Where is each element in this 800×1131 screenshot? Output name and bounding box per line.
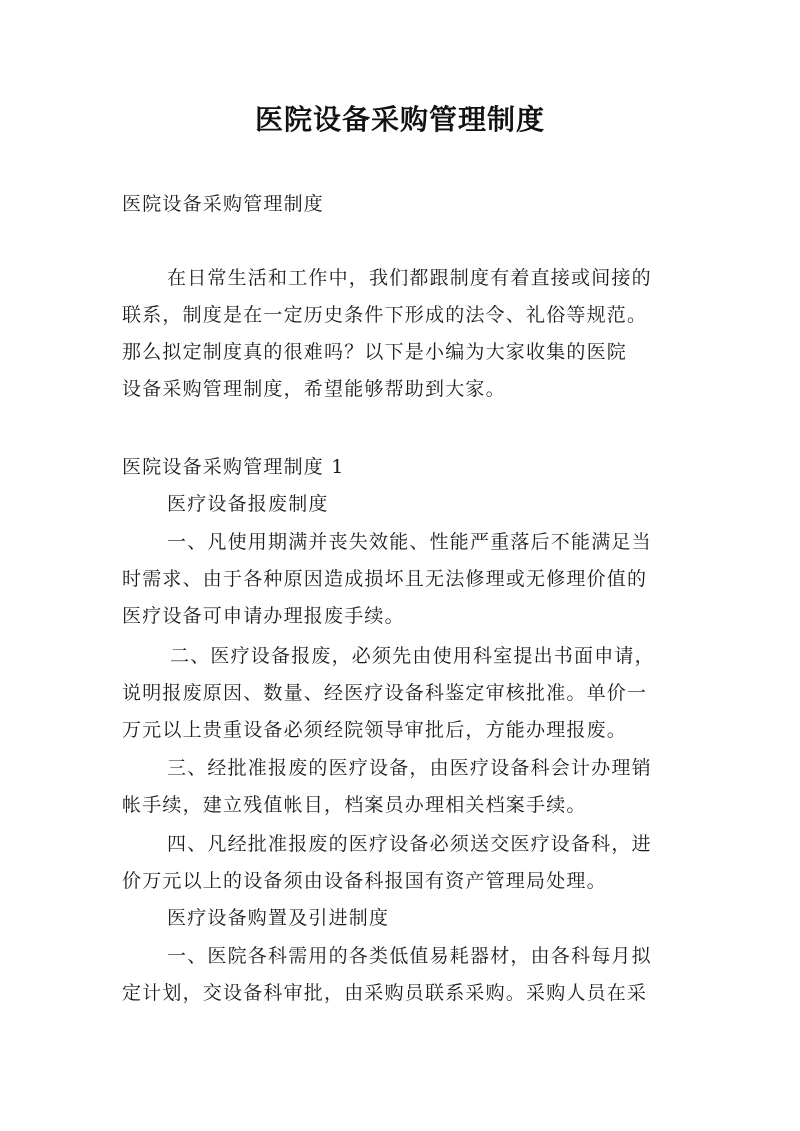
intro-line: 设备采购管理制度，希望能够帮助到大家。 xyxy=(122,378,506,400)
paragraph-line: 万元以上贵重设备必须经院领导审批后，方能办理报废。 xyxy=(122,719,628,741)
document-subtitle xyxy=(122,186,698,223)
paragraph-line: 二、医疗设备报废，必须先由使用科室提出书面申请， xyxy=(170,645,655,667)
paragraph-line: 四、凡经批准报废的医疗设备必须送交医疗设备科，进 xyxy=(167,833,652,855)
paragraph-line: 三、经批准报废的医疗设备，由医疗设备科会计办理销 xyxy=(167,757,652,779)
paragraph-line: 医疗设备可申请办理报废手续。 xyxy=(122,605,405,627)
scrap-item-1 xyxy=(122,524,698,635)
intro-line: 那么拟定制度真的很难吗？以下是小编为大家收集的医院 xyxy=(122,341,628,363)
heading-text: 医疗设备购置及引进制度 xyxy=(167,907,390,929)
paragraph-line: 帐手续，建立残值帐目，档案员办理相关档案手续。 xyxy=(122,794,587,816)
heading-text: 医疗设备报废制度 xyxy=(167,493,329,515)
scrap-item-3 xyxy=(122,750,698,824)
paragraph-line: 价万元以上的设备须由设备科报国有资产管理局处理。 xyxy=(122,870,607,892)
paragraph-line: 定计划，交设备科审批，由采购员联系采购。采购人员在采 xyxy=(122,982,648,1004)
subtitle-text: 医院设备采购管理制度 xyxy=(122,193,325,215)
intro-line: 在日常生活和工作中，我们都跟制度有着直接或间接的 xyxy=(167,267,652,289)
purchase-heading xyxy=(122,900,698,937)
scrap-item-4 xyxy=(122,826,698,900)
paragraph-line: 一、凡使用期满并丧失效能、性能严重落后不能满足当 xyxy=(167,531,652,553)
document-title: 医院设备采购管理制度 xyxy=(254,103,545,136)
purchase-item-1 xyxy=(122,938,698,1012)
section-1-title xyxy=(122,449,698,486)
scrap-item-2 xyxy=(122,638,698,749)
intro-paragraph xyxy=(122,260,698,408)
paragraph-line: 说明报废原因、数量、经医疗设备科鉴定审核批准。单价一 xyxy=(122,682,648,704)
intro-line: 联系，制度是在一定历史条件下形成的法令、礼俗等规范。 xyxy=(122,304,648,326)
section-title-text: 医院设备采购管理制度 1 xyxy=(122,456,345,478)
paragraph-line: 一、医院各科需用的各类低值易耗器材，由各科每月拟 xyxy=(167,945,652,967)
scrap-heading xyxy=(122,486,698,523)
paragraph-line: 时需求、由于各种原因造成损坏且无法修理或无修理价值的 xyxy=(122,568,648,590)
